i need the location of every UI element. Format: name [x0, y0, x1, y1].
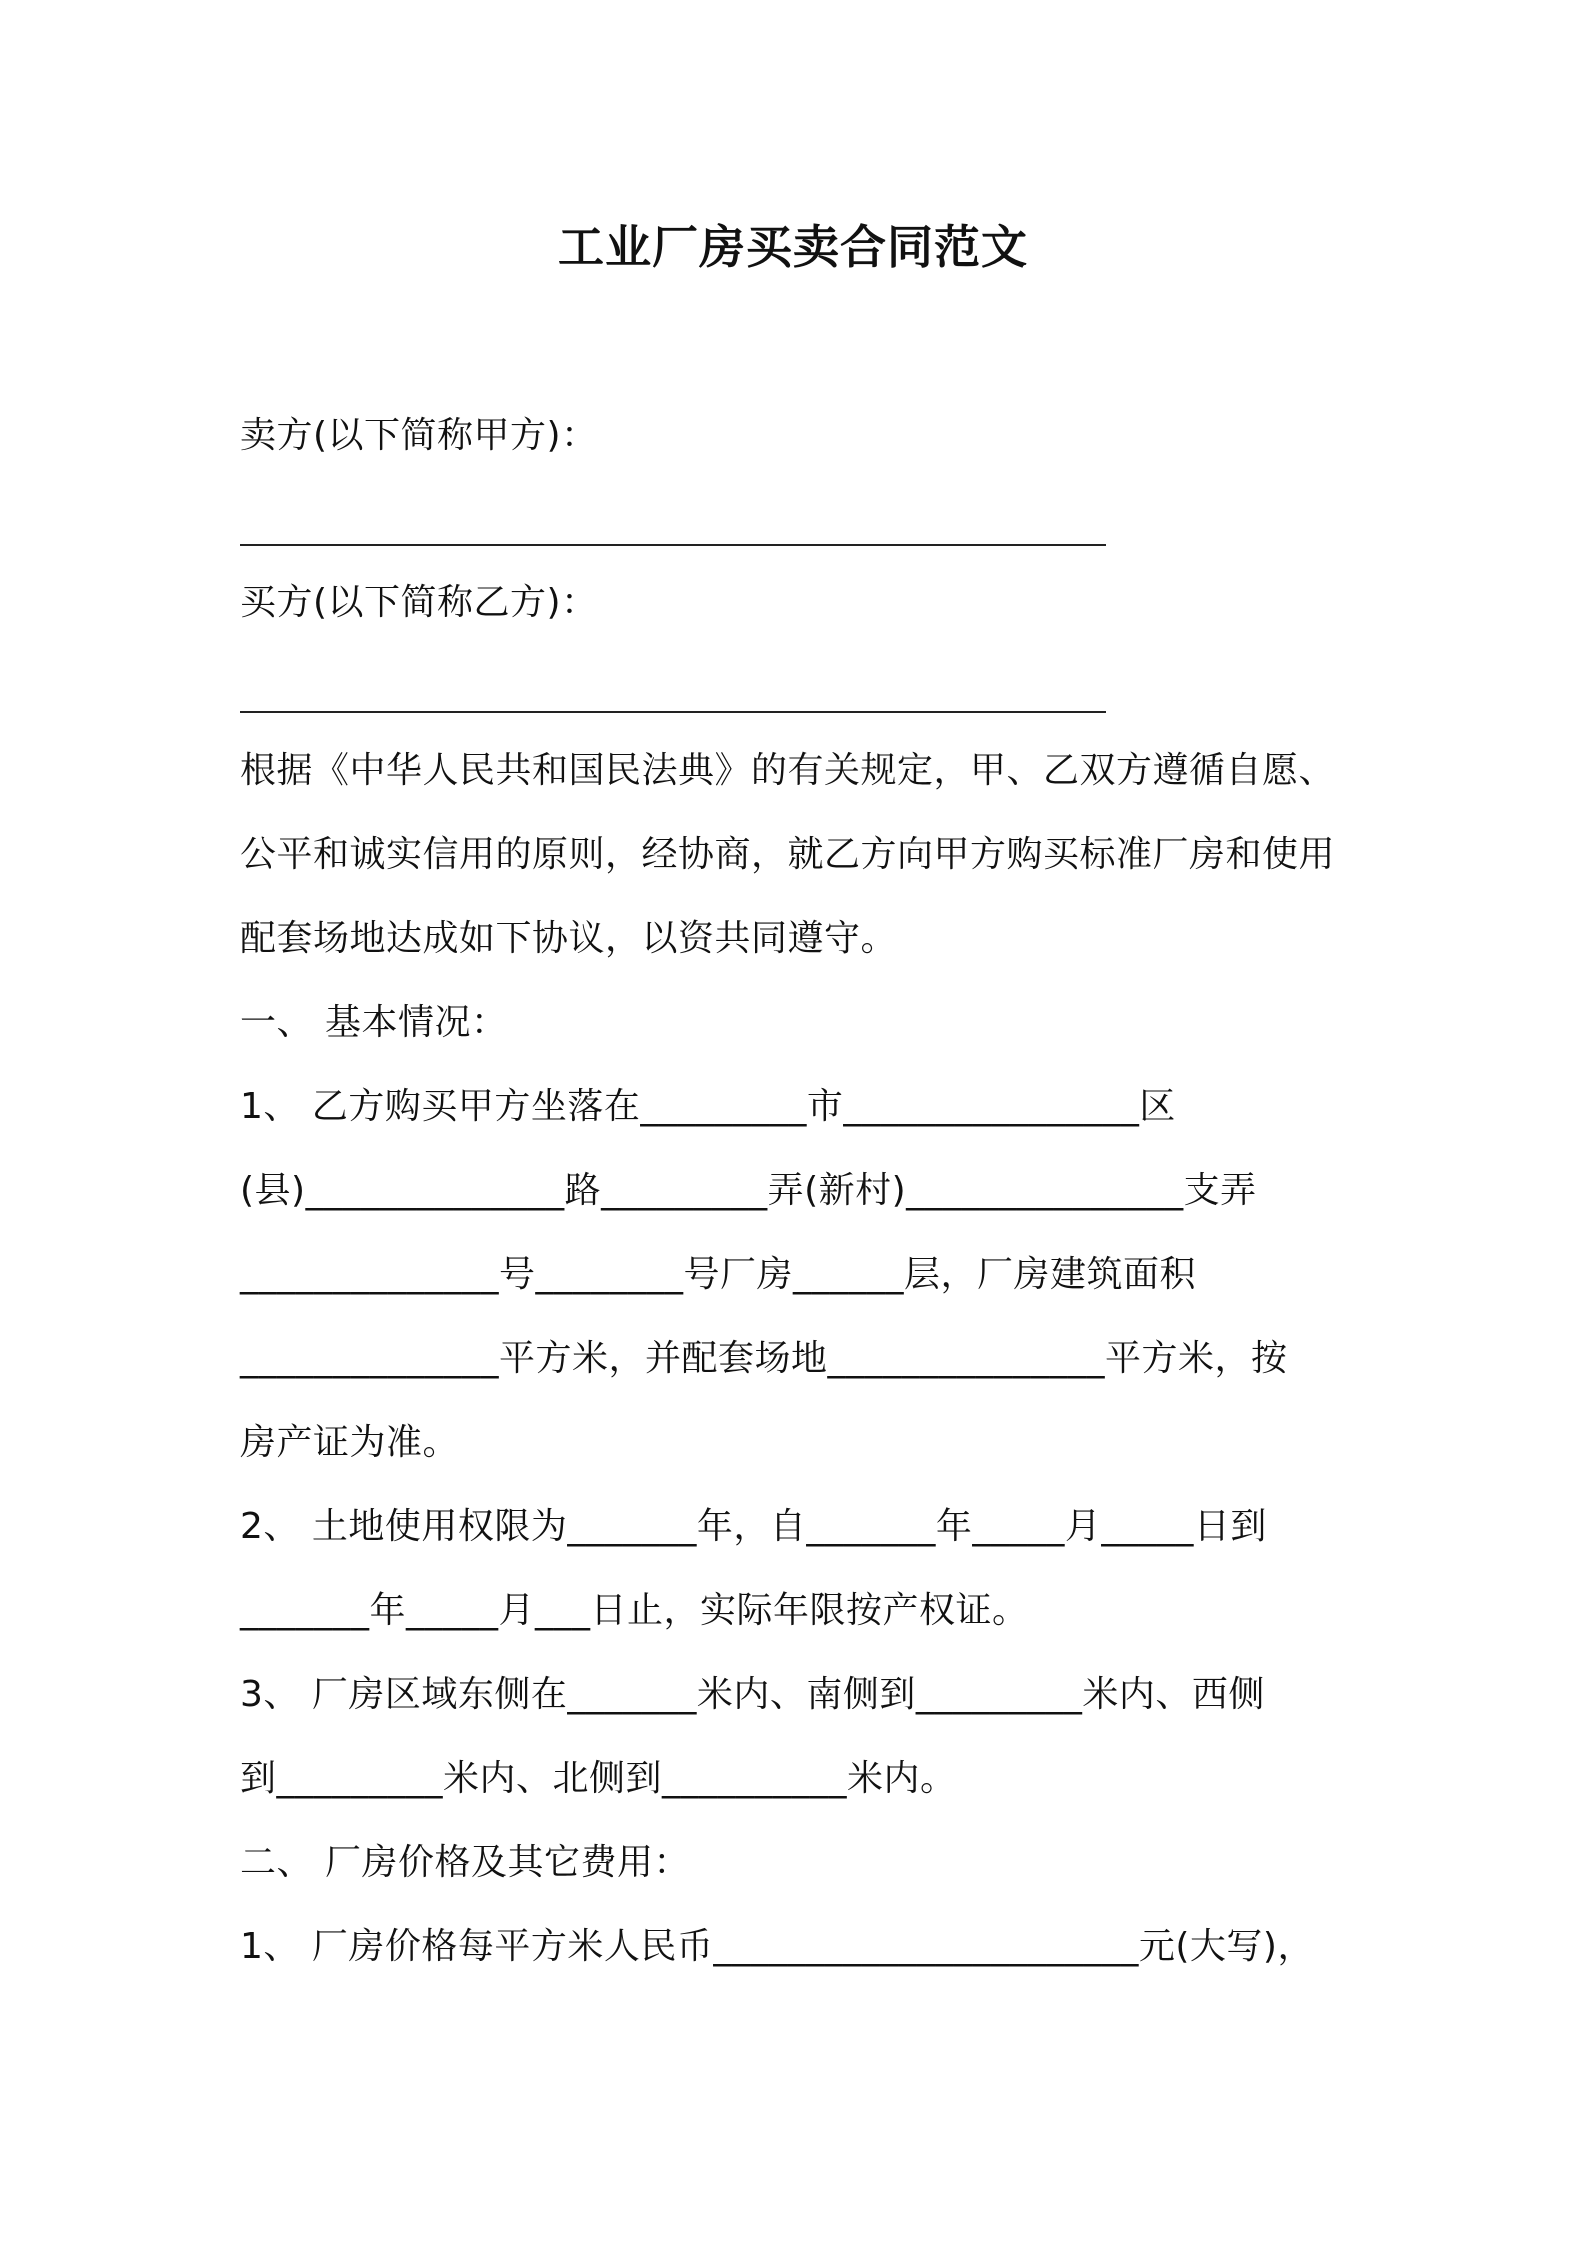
document-title: 工业厂房买卖合同范文 — [558, 220, 1028, 274]
clause-1-2-line-2: _______年_____月___日止，实际年限按产权证。 — [240, 1590, 1029, 1631]
clause-1-2-line-1: 2、 土地使用权限为_______年，自_______年_____月_____日到 — [240, 1506, 1267, 1547]
intro-line-3: 配套场地达成如下协议，以资共同遵守。 — [240, 918, 898, 959]
seller-label: 卖方(以下简称甲方)： — [240, 415, 598, 456]
clause-1-1-line-5: 房产证为准。 — [240, 1422, 460, 1463]
clause-1-1-line-2: (县)______________路_________弄(新村)_______________支弄 — [240, 1170, 1257, 1211]
seller-blank-line — [240, 544, 1106, 546]
clause-1-1-line-4: ______________平方米，并配套场地_______________平方米，按 — [240, 1338, 1288, 1379]
buyer-label: 买方(以下简称乙方)： — [240, 582, 598, 623]
clause-1-1-line-1: 1、 乙方购买甲方坐落在_________市________________区 — [240, 1086, 1176, 1127]
section-1-heading: 一、 基本情况： — [240, 1002, 508, 1043]
intro-line-1: 根据《中华人民共和国民法典》的有关规定，甲、乙双方遵循自愿、 — [240, 750, 1336, 791]
buyer-blank-line — [240, 711, 1106, 713]
clause-1-3-line-2: 到_________米内、北侧到__________米内。 — [240, 1758, 957, 1799]
intro-line-2: 公平和诚实信用的原则，经协商，就乙方向甲方购买标准厂房和使用 — [240, 834, 1336, 875]
clause-1-1-line-3: ______________号________号厂房______层，厂房建筑面积 — [240, 1254, 1197, 1295]
clause-2-1-line-1: 1、 厂房价格每平方米人民币_______________________元(大写)， — [240, 1926, 1314, 1967]
clause-1-3-line-1: 3、 厂房区域东侧在_______米内、南侧到_________米内、西侧 — [240, 1674, 1265, 1715]
section-2-heading: 二、 厂房价格及其它费用： — [240, 1842, 690, 1883]
